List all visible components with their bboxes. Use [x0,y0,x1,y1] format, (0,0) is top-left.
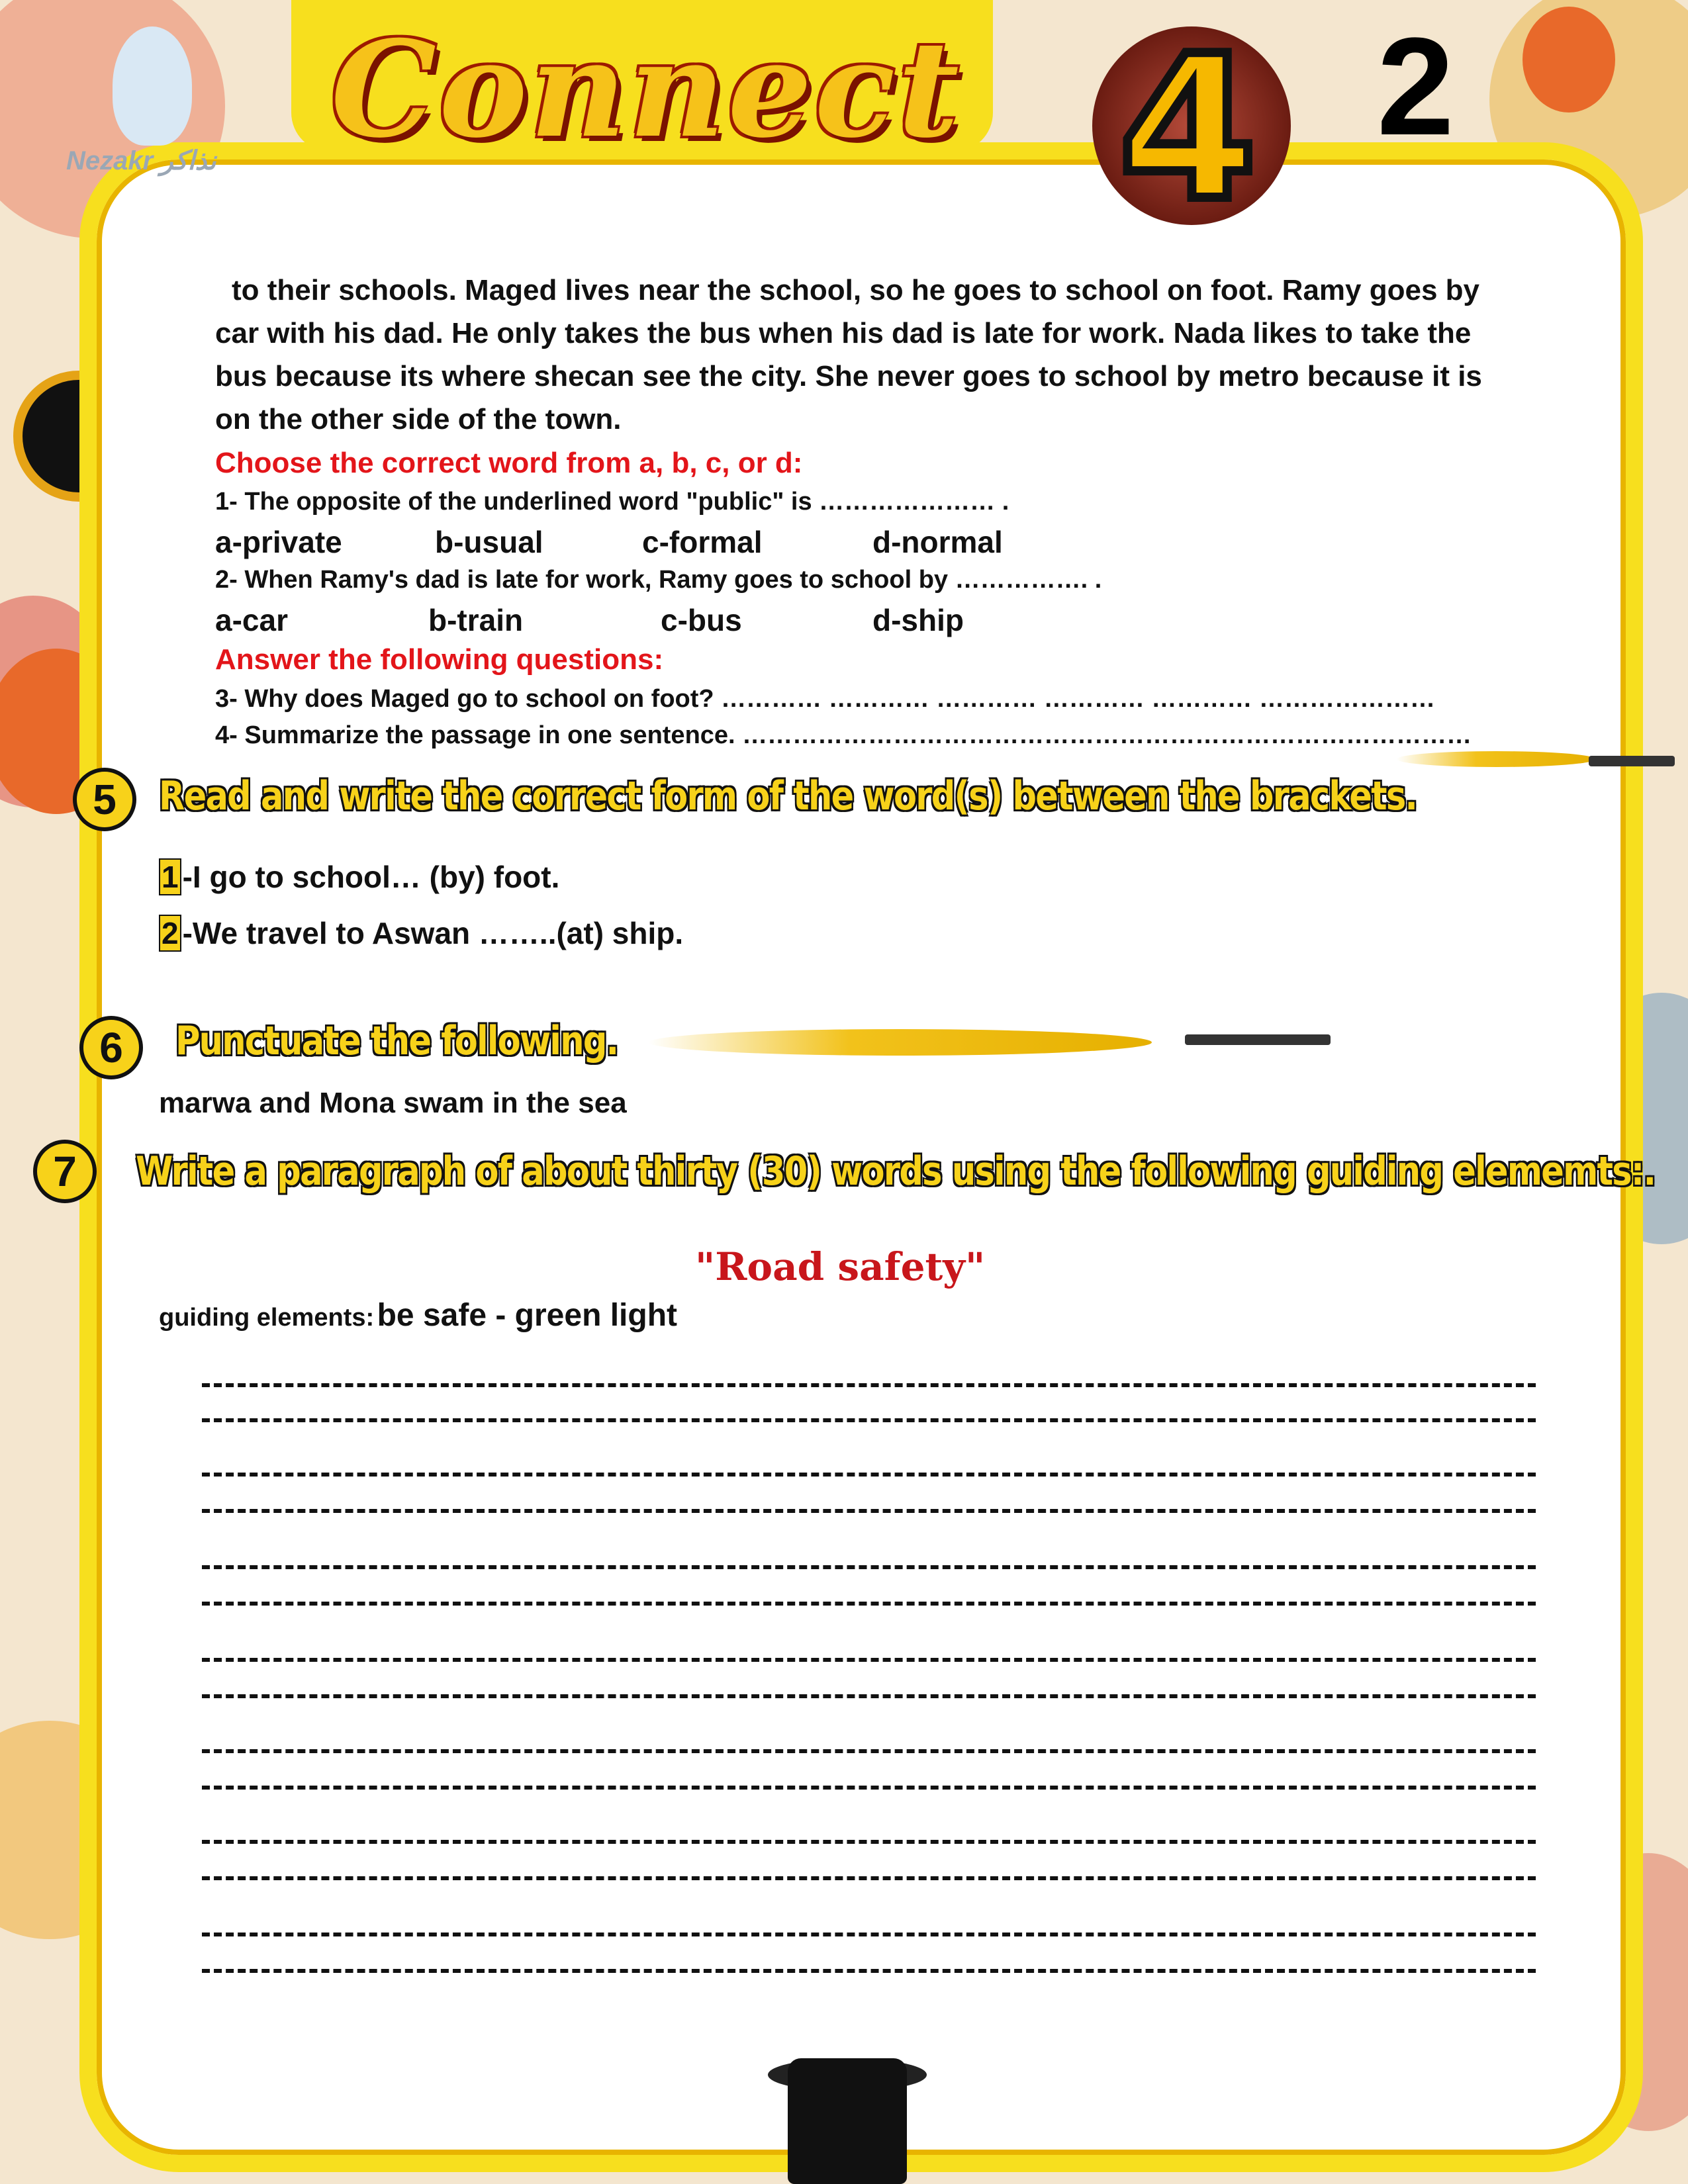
writing-line[interactable] [202,1565,1536,1569]
question-2: 2- When Ramy's dad is late for work, Ramy goes to school by ……………. . [215,566,1102,594]
magic-swoosh [1397,751,1595,767]
page-title: Connect [331,12,962,167]
option-d: d-ship [872,603,964,637]
item-number: 2 [159,915,181,952]
section-5-item-1 [159,859,559,895]
brand-logo: Nezakr نذاكر [66,146,216,175]
answer-instruction: Answer the following questions: [215,643,664,676]
writing-line[interactable] [202,1786,1536,1790]
item-text: -We travel to Aswan ……..(at) ship. [182,916,684,950]
guide-label: guiding elements: [159,1304,375,1332]
page-number: 2 [1377,9,1454,164]
option-b: b-usual [435,525,543,559]
writing-line[interactable] [202,1969,1536,1973]
writing-line[interactable] [202,1602,1536,1606]
question-4: 4- Summarize the passage in one sentence. …………………………………………………………………………… [215,721,1472,749]
section-7-heading: Write a paragraph of about thirty (30) words using the following guiding elememts:. [136,1148,1656,1195]
writing-line[interactable] [202,1473,1536,1477]
writing-line[interactable] [202,1749,1536,1753]
question-1: 1- The opposite of the underlined word "public" is ………………… . [215,488,1009,516]
option-c: c-formal [642,525,763,559]
writing-line[interactable] [202,1933,1536,1936]
writing-line[interactable] [202,1876,1536,1880]
magic-hat-icon [788,2058,907,2184]
option-b: b-train [428,603,524,637]
option-a: a-car [215,603,288,637]
writing-line[interactable] [202,1509,1536,1513]
magic-swoosh [649,1029,1152,1056]
option-c: c-bus [661,603,742,637]
guide-value: be safe - green light [377,1298,678,1333]
option-d: d-normal [872,525,1003,559]
item-number: 1 [159,858,181,895]
choose-instruction: Choose the correct word from a, b, c, or d: [215,447,803,479]
writing-line[interactable] [202,1383,1536,1387]
wand-icon [1185,1034,1331,1045]
section-5-number: 5 [73,768,136,831]
writing-line[interactable] [202,1840,1536,1844]
wand-icon [1589,756,1675,766]
section-7-number: 7 [33,1140,97,1203]
item-text: -I go to school… (by) foot. [182,860,560,894]
guiding-elements [159,1297,677,1334]
section-5-item-2 [159,915,683,951]
passage-line: bus because its where shecan see the city. She never goes to school by metro because it is [215,360,1482,392]
essay-topic: "Road safety" [695,1244,986,1289]
passage-line: to their schools. Maged lives near the school, so he goes to school on foot. Ramy goes by [232,274,1479,306]
option-a: a-private [215,525,342,559]
writing-line[interactable] [202,1658,1536,1662]
punctuate-sentence: marwa and Mona swam in the sea [159,1087,627,1119]
section-5-heading: Read and write the correct form of the word(s) between the brackets. [159,773,1417,819]
question-3: 3- Why does Maged go to school on foot? ………… ………… ………… ………… ………… ………………… [215,685,1435,713]
logo-number: 4 [1119,13,1257,244]
writing-line[interactable] [202,1418,1536,1422]
passage-line: on the other side of the town. [215,403,622,435]
writing-line[interactable] [202,1694,1536,1698]
passage-line: car with his dad. He only takes the bus when his dad is late for work. Nada likes to take the [215,317,1472,349]
section-6-heading: Punctuate the following. [175,1018,618,1064]
section-6-number: 6 [79,1016,143,1079]
